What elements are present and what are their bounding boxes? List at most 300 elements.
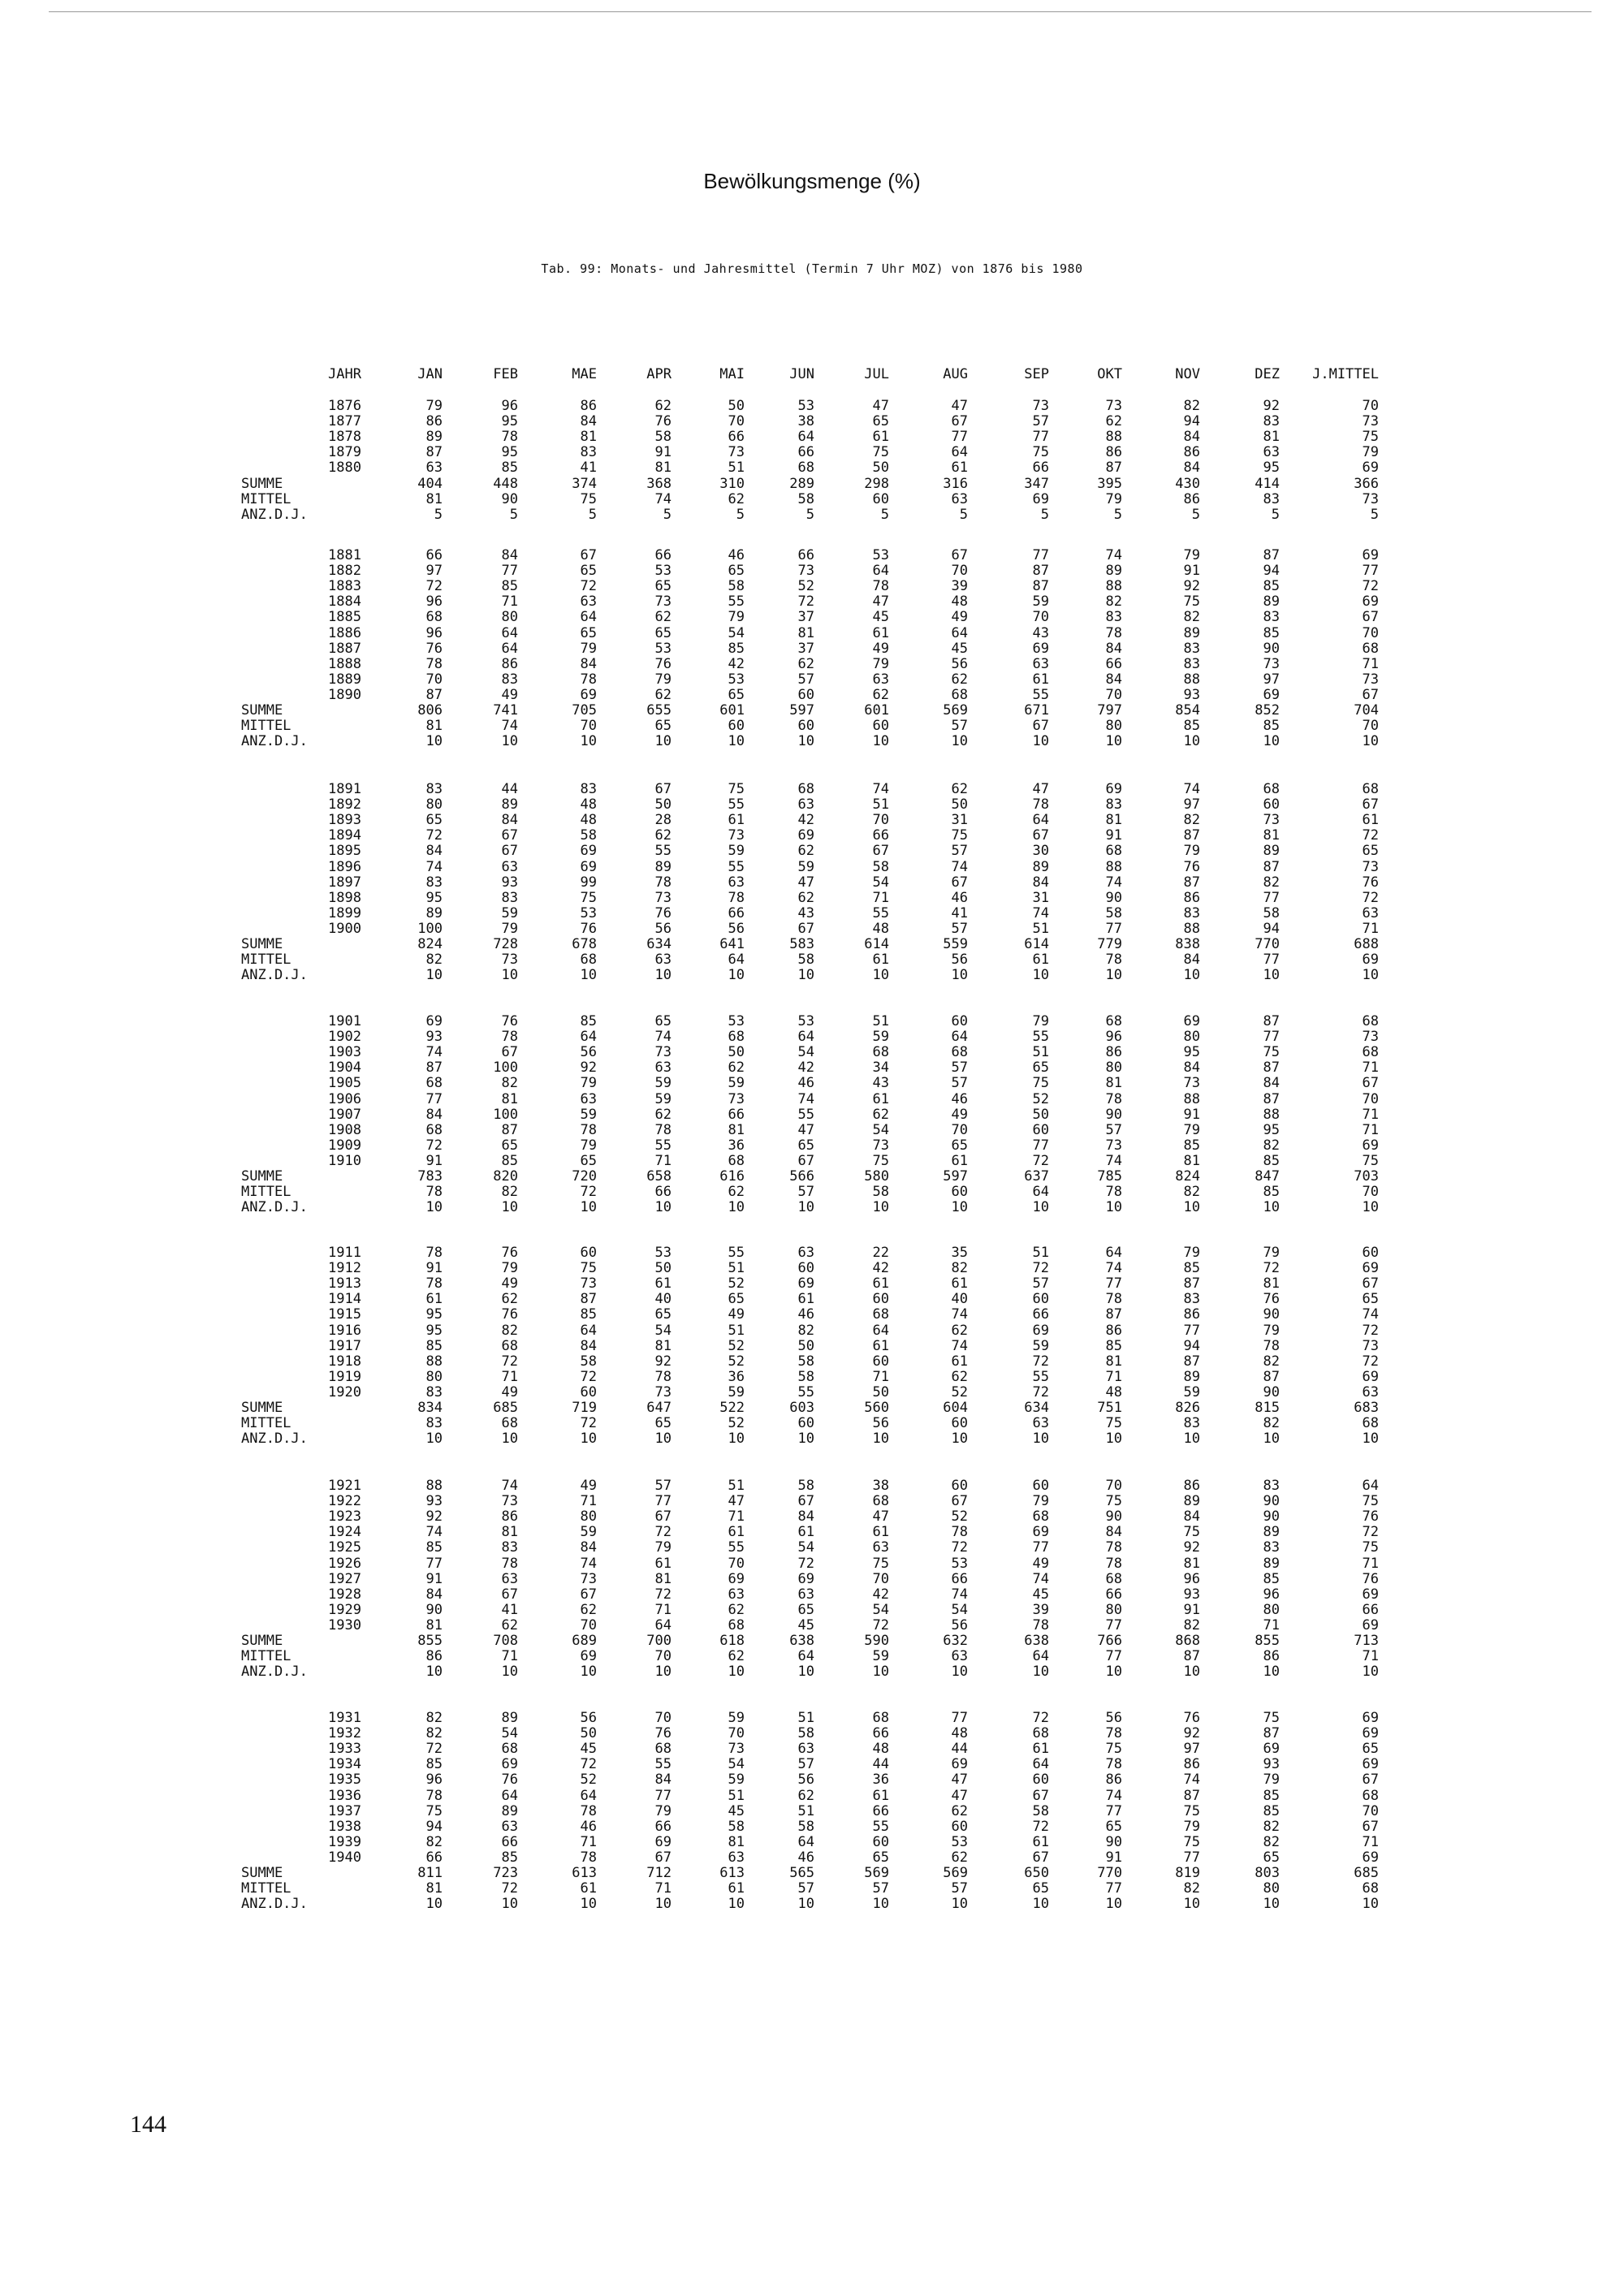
value-cell: 63	[501, 858, 518, 875]
value-cell: 81	[580, 429, 597, 446]
summary-value-cell: 824	[1175, 1168, 1200, 1185]
value-cell: 44	[951, 1741, 968, 1758]
value-cell: 82	[501, 1075, 518, 1092]
value-cell: 91	[1183, 1601, 1200, 1618]
value-cell: 67	[872, 843, 889, 860]
value-cell: 62	[654, 398, 672, 414]
value-cell: 55	[728, 858, 745, 875]
table-row	[0, 1385, 1624, 1400]
summary-value-cell: 685	[1354, 1865, 1379, 1881]
summary-value-cell: 10	[728, 1664, 745, 1681]
value-cell: 57	[951, 843, 968, 860]
value-cell: 89	[1183, 624, 1200, 641]
value-cell: 87	[1032, 578, 1049, 595]
table-row	[0, 891, 1624, 906]
value-cell: 51	[797, 1710, 814, 1726]
summary-value-cell: 57	[872, 1880, 889, 1897]
value-cell: 68	[1105, 1013, 1122, 1029]
value-cell: 81	[654, 460, 672, 477]
value-cell: 75	[1362, 1493, 1379, 1510]
table-row	[0, 1772, 1624, 1788]
value-cell: 63	[654, 1060, 672, 1077]
value-cell: 53	[728, 1013, 745, 1029]
summary-value-cell: 678	[572, 936, 597, 952]
value-cell: 75	[951, 827, 968, 844]
value-cell: 78	[1105, 1539, 1122, 1556]
value-cell: 81	[728, 1121, 745, 1138]
table-row	[0, 657, 1624, 672]
value-cell: 68	[728, 1029, 745, 1046]
value-cell: 67	[951, 874, 968, 891]
value-cell: 76	[1183, 858, 1200, 875]
value-cell: 54	[951, 1601, 968, 1618]
value-cell: 85	[1105, 1337, 1122, 1354]
value-cell: 57	[1032, 1275, 1049, 1293]
table-row	[0, 445, 1624, 460]
table-row	[0, 594, 1624, 610]
value-cell: 55	[872, 1818, 889, 1835]
value-cell: 61	[951, 460, 968, 477]
year-cell: 1921	[328, 1478, 361, 1494]
year-cell: 1934	[328, 1756, 361, 1773]
value-cell: 95	[1263, 460, 1280, 477]
value-cell: 62	[951, 1322, 968, 1339]
value-cell: 72	[1032, 1260, 1049, 1277]
value-cell: 66	[425, 547, 443, 563]
summary-value-cell: 10	[1105, 1199, 1122, 1216]
value-cell: 49	[872, 640, 889, 657]
value-cell: 69	[728, 1570, 745, 1587]
value-cell: 93	[1183, 1586, 1200, 1603]
table-row	[0, 1494, 1624, 1509]
summary-value-cell: 613	[572, 1865, 597, 1881]
value-cell: 72	[797, 1555, 814, 1572]
value-cell: 83	[1183, 640, 1200, 657]
summary-value-cell: 10	[1362, 1664, 1379, 1681]
value-cell: 97	[425, 563, 443, 580]
value-cell: 61	[872, 1787, 889, 1804]
value-cell: 68	[797, 460, 814, 477]
value-cell: 80	[425, 796, 443, 814]
summary-value-cell: 58	[797, 490, 814, 507]
value-cell: 67	[654, 781, 672, 797]
value-cell: 64	[501, 640, 518, 657]
value-cell: 60	[872, 1291, 889, 1308]
summary-value-cell: 720	[572, 1168, 597, 1185]
value-cell: 84	[425, 1586, 443, 1603]
value-cell: 41	[951, 904, 968, 921]
summary-value-cell: 10	[872, 733, 889, 750]
value-cell: 68	[425, 609, 443, 626]
year-cell: 1903	[328, 1044, 361, 1061]
value-cell: 85	[425, 1756, 443, 1773]
table-row	[0, 1339, 1624, 1354]
value-cell: 86	[501, 655, 518, 672]
value-cell: 93	[501, 874, 518, 891]
summary-value-cell: 614	[864, 936, 889, 952]
year-cell: 1886	[328, 624, 361, 641]
value-cell: 72	[425, 1137, 443, 1154]
value-cell: 69	[654, 1833, 672, 1850]
summary-label: ANZ.D.J.	[241, 967, 308, 984]
value-cell: 74	[654, 1029, 672, 1046]
value-cell: 69	[1362, 1756, 1379, 1773]
value-cell: 68	[1263, 781, 1280, 797]
table-row	[0, 1138, 1624, 1154]
value-cell: 58	[1263, 904, 1280, 921]
summary-value-cell: 52	[728, 1415, 745, 1432]
summary-value-cell: 10	[872, 1664, 889, 1681]
value-cell: 62	[654, 1106, 672, 1123]
value-cell: 55	[728, 593, 745, 611]
value-cell: 69	[797, 1570, 814, 1587]
value-cell: 70	[951, 563, 968, 580]
value-cell: 77	[1183, 1849, 1200, 1866]
summary-value-cell: 597	[943, 1168, 968, 1185]
value-cell: 70	[1362, 1802, 1379, 1819]
value-cell: 82	[1263, 874, 1280, 891]
value-cell: 68	[1032, 1508, 1049, 1526]
value-cell: 52	[580, 1772, 597, 1789]
value-cell: 68	[872, 1493, 889, 1510]
table-caption: Tab. 99: Monats- und Jahresmittel (Termin 7 Uhr MOZ) von 1876 bis 1980	[541, 261, 1083, 276]
value-cell: 46	[580, 1818, 597, 1835]
value-cell: 87	[501, 1121, 518, 1138]
summary-value-cell: 10	[425, 1896, 443, 1913]
value-cell: 78	[501, 1555, 518, 1572]
value-cell: 61	[872, 429, 889, 446]
summary-value-cell: 708	[493, 1633, 518, 1649]
value-cell: 79	[654, 1802, 672, 1819]
value-cell: 75	[580, 889, 597, 906]
value-cell: 59	[654, 1090, 672, 1107]
summary-value-cell: 10	[1032, 733, 1049, 750]
value-cell: 83	[425, 781, 443, 797]
value-cell: 55	[728, 796, 745, 814]
value-cell: 51	[728, 1322, 745, 1339]
value-cell: 67	[654, 1849, 672, 1866]
summary-value-cell: 10	[501, 1896, 518, 1913]
value-cell: 58	[797, 1725, 814, 1742]
value-cell: 77	[951, 429, 968, 446]
column-header: J.MITTEL	[1312, 366, 1379, 382]
value-cell: 65	[654, 1013, 672, 1029]
value-cell: 69	[797, 1275, 814, 1293]
value-cell: 86	[580, 398, 597, 414]
value-cell: 62	[728, 1601, 745, 1618]
value-cell: 64	[797, 1029, 814, 1046]
value-cell: 90	[1263, 1383, 1280, 1400]
value-cell: 87	[1105, 460, 1122, 477]
value-cell: 67	[501, 843, 518, 860]
value-cell: 30	[1032, 843, 1049, 860]
value-cell: 67	[951, 1493, 968, 1510]
summary-value-cell: 5	[509, 506, 518, 523]
value-cell: 51	[728, 1787, 745, 1804]
value-cell: 91	[1183, 1106, 1200, 1123]
value-cell: 73	[580, 1570, 597, 1587]
value-cell: 84	[580, 1539, 597, 1556]
value-cell: 71	[654, 1152, 672, 1169]
table-row	[0, 1261, 1624, 1276]
value-cell: 69	[580, 843, 597, 860]
value-cell: 77	[1263, 1029, 1280, 1046]
summary-value-cell: 61	[580, 1880, 597, 1897]
value-cell: 60	[951, 1478, 968, 1494]
value-cell: 73	[1362, 413, 1379, 430]
value-cell: 66	[872, 1725, 889, 1742]
value-cell: 79	[1183, 1245, 1200, 1261]
value-cell: 39	[1032, 1601, 1049, 1618]
value-cell: 90	[1105, 1833, 1122, 1850]
value-cell: 43	[797, 904, 814, 921]
value-cell: 84	[1183, 429, 1200, 446]
value-cell: 100	[417, 920, 443, 937]
table-row	[0, 1276, 1624, 1292]
value-cell: 58	[797, 1353, 814, 1370]
value-cell: 80	[1183, 1029, 1200, 1046]
value-cell: 66	[1032, 1306, 1049, 1323]
value-cell: 77	[1032, 1539, 1049, 1556]
value-cell: 83	[425, 874, 443, 891]
table-row	[0, 1060, 1624, 1076]
table-row	[0, 906, 1624, 921]
summary-label: ANZ.D.J.	[241, 1199, 308, 1216]
value-cell: 61	[872, 1090, 889, 1107]
value-cell: 58	[797, 1818, 814, 1835]
value-cell: 79	[1183, 547, 1200, 563]
table-row	[0, 1307, 1624, 1323]
summary-value-cell: 10	[425, 1199, 443, 1216]
summary-value-cell: 10	[654, 1896, 672, 1913]
value-cell: 48	[580, 812, 597, 829]
value-cell: 79	[501, 920, 518, 937]
summary-value-cell: 10	[1183, 733, 1200, 750]
summary-value-cell: 10	[1183, 1431, 1200, 1448]
value-cell: 79	[580, 1075, 597, 1092]
summary-value-cell: 10	[654, 1431, 672, 1448]
value-cell: 55	[797, 1383, 814, 1400]
value-cell: 72	[580, 1368, 597, 1385]
summary-value-cell: 728	[493, 936, 518, 952]
value-cell: 55	[1032, 686, 1049, 703]
summary-value-cell: 783	[417, 1168, 443, 1185]
value-cell: 75	[1105, 1741, 1122, 1758]
value-cell: 83	[501, 1539, 518, 1556]
value-cell: 73	[1105, 398, 1122, 414]
summary-value-cell: 82	[1183, 1184, 1200, 1201]
table-row	[0, 1107, 1624, 1123]
value-cell: 85	[728, 640, 745, 657]
value-cell: 84	[1183, 1060, 1200, 1077]
value-cell: 73	[1362, 1337, 1379, 1354]
value-cell: 67	[501, 827, 518, 844]
table-row	[0, 1789, 1624, 1804]
value-cell: 68	[797, 781, 814, 797]
summary-value-cell: 10	[951, 1431, 968, 1448]
year-cell: 1939	[328, 1833, 361, 1850]
summary-value-cell: 57	[797, 1880, 814, 1897]
value-cell: 73	[1362, 1029, 1379, 1046]
value-cell: 77	[1105, 920, 1122, 937]
value-cell: 63	[1263, 444, 1280, 461]
value-cell: 78	[872, 578, 889, 595]
value-cell: 68	[1105, 843, 1122, 860]
value-cell: 86	[1105, 1772, 1122, 1789]
value-cell: 54	[797, 1044, 814, 1061]
summary-value-cell: 637	[1024, 1168, 1049, 1185]
value-cell: 71	[580, 1493, 597, 1510]
value-cell: 66	[872, 827, 889, 844]
year-cell: 1887	[328, 640, 361, 657]
table-row	[0, 460, 1624, 476]
value-cell: 65	[728, 563, 745, 580]
value-cell: 70	[1032, 609, 1049, 626]
summary-value-cell: 10	[1362, 733, 1379, 750]
summary-value-cell: 815	[1255, 1400, 1280, 1416]
value-cell: 67	[1032, 1787, 1049, 1804]
value-cell: 94	[1263, 563, 1280, 580]
value-cell: 64	[1362, 1478, 1379, 1494]
year-cell: 1876	[328, 398, 361, 414]
value-cell: 63	[1032, 655, 1049, 672]
value-cell: 69	[951, 1756, 968, 1773]
value-cell: 78	[425, 1275, 443, 1293]
summary-row-anz	[0, 1200, 1624, 1215]
summary-label: ANZ.D.J.	[241, 1431, 308, 1448]
summary-value-cell: 10	[797, 1896, 814, 1913]
value-cell: 60	[580, 1245, 597, 1261]
summary-value-cell: 60	[728, 718, 745, 735]
summary-value-cell: 10	[425, 1431, 443, 1448]
summary-value-cell: 10	[654, 967, 672, 984]
value-cell: 95	[501, 413, 518, 430]
value-cell: 72	[654, 1524, 672, 1541]
value-cell: 94	[425, 1818, 443, 1835]
value-cell: 91	[425, 1260, 443, 1277]
summary-value-cell: 597	[789, 702, 814, 719]
value-cell: 53	[797, 398, 814, 414]
summary-value-cell: 70	[654, 1648, 672, 1665]
summary-value-cell: 10	[501, 967, 518, 984]
value-cell: 69	[1183, 1013, 1200, 1029]
summary-label: MITTEL	[241, 1880, 292, 1897]
summary-value-cell: 85	[1263, 718, 1280, 735]
year-cell: 1905	[328, 1075, 361, 1092]
value-cell: 88	[425, 1478, 443, 1494]
value-cell: 99	[580, 874, 597, 891]
value-cell: 64	[580, 609, 597, 626]
summary-value-cell: 811	[417, 1865, 443, 1881]
summary-value-cell: 368	[646, 475, 672, 492]
value-cell: 38	[797, 413, 814, 430]
value-cell: 77	[1105, 1275, 1122, 1293]
year-cell: 1932	[328, 1725, 361, 1742]
value-cell: 37	[797, 609, 814, 626]
value-cell: 82	[951, 1260, 968, 1277]
value-cell: 67	[1362, 686, 1379, 703]
value-cell: 83	[580, 781, 597, 797]
value-cell: 67	[1362, 1275, 1379, 1293]
value-cell: 96	[1105, 1029, 1122, 1046]
value-cell: 67	[580, 547, 597, 563]
value-cell: 84	[501, 547, 518, 563]
value-cell: 38	[872, 1478, 889, 1494]
table-row	[0, 1029, 1624, 1045]
value-cell: 74	[1105, 547, 1122, 563]
value-cell: 73	[728, 1741, 745, 1758]
summary-value-cell: 395	[1097, 475, 1122, 492]
value-cell: 79	[1032, 1013, 1049, 1029]
summary-value-cell: 10	[951, 1199, 968, 1216]
value-cell: 83	[1183, 904, 1200, 921]
value-cell: 56	[580, 1710, 597, 1726]
value-cell: 50	[951, 796, 968, 814]
value-cell: 68	[1362, 1044, 1379, 1061]
value-cell: 87	[425, 444, 443, 461]
summary-value-cell: 71	[501, 1648, 518, 1665]
summary-value-cell: 10	[797, 733, 814, 750]
value-cell: 60	[1032, 1478, 1049, 1494]
value-cell: 67	[654, 1508, 672, 1526]
summary-row-summe	[0, 937, 1624, 952]
value-cell: 69	[580, 686, 597, 703]
summary-label: SUMME	[241, 1400, 283, 1416]
value-cell: 92	[1183, 1539, 1200, 1556]
summary-row-mittel	[0, 1416, 1624, 1431]
value-cell: 64	[951, 624, 968, 641]
value-cell: 46	[951, 1090, 968, 1107]
summary-value-cell: 601	[719, 702, 745, 719]
value-cell: 73	[872, 1137, 889, 1154]
summary-value-cell: 10	[728, 1199, 745, 1216]
value-cell: 79	[654, 671, 672, 688]
value-cell: 75	[580, 1260, 597, 1277]
table-row	[0, 813, 1624, 828]
value-cell: 85	[501, 460, 518, 477]
value-cell: 43	[872, 1075, 889, 1092]
summary-label: SUMME	[241, 1633, 283, 1649]
value-cell: 88	[425, 1353, 443, 1370]
value-cell: 59	[728, 1383, 745, 1400]
value-cell: 82	[1183, 812, 1200, 829]
value-cell: 75	[872, 1152, 889, 1169]
value-cell: 89	[1183, 1493, 1200, 1510]
value-cell: 62	[951, 671, 968, 688]
summary-value-cell: 10	[580, 967, 597, 984]
summary-value-cell: 689	[572, 1633, 597, 1649]
value-cell: 95	[425, 1306, 443, 1323]
value-cell: 86	[1105, 1044, 1122, 1061]
value-cell: 60	[1032, 1291, 1049, 1308]
summary-value-cell: 803	[1255, 1865, 1280, 1881]
value-cell: 63	[580, 1090, 597, 1107]
summary-value-cell: 824	[417, 936, 443, 952]
value-cell: 85	[1263, 1152, 1280, 1169]
summary-value-cell: 638	[1024, 1633, 1049, 1649]
summary-value-cell: 86	[1183, 490, 1200, 507]
summary-value-cell: 10	[1362, 1199, 1379, 1216]
value-cell: 66	[1105, 655, 1122, 672]
summary-value-cell: 316	[943, 475, 968, 492]
summary-value-cell: 73	[501, 952, 518, 969]
value-cell: 76	[501, 1306, 518, 1323]
value-cell: 76	[1362, 874, 1379, 891]
table-row	[0, 688, 1624, 703]
value-cell: 53	[654, 640, 672, 657]
value-cell: 65	[728, 1291, 745, 1308]
summary-value-cell: 78	[1105, 1184, 1122, 1201]
